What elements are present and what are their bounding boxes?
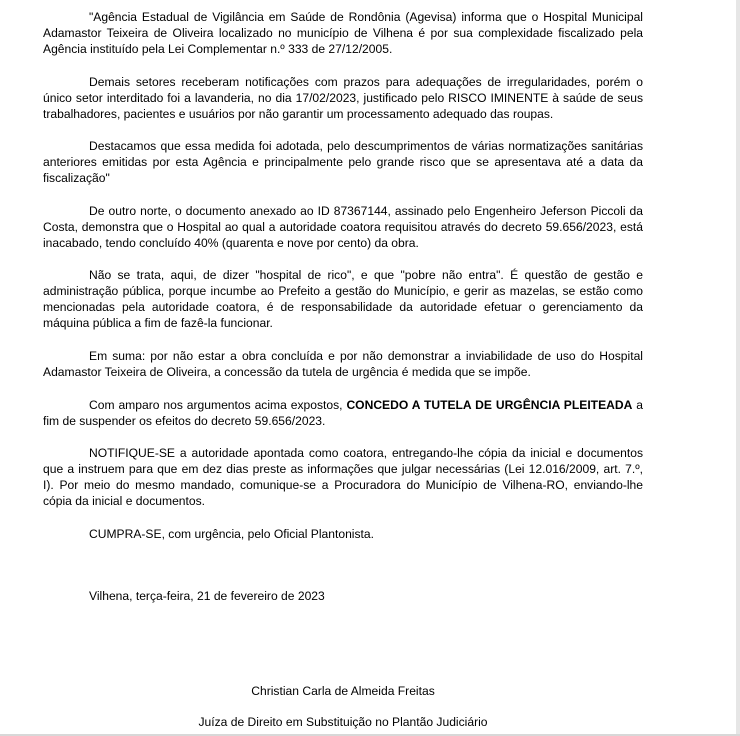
decision-text-before: Com amparo nos argumentos acima expostos, [89, 398, 347, 412]
paragraph-text: Demais setores receberam notificações com prazos para adequações de irregularidades, porém o único setor interditado foi a lavanderia, no dia 17/02/2023, justificado pelo RISCO IMINENTE à saúde de seus trabalhadores, pacientes e usuários por não garantir um processamento adequado das roupas. [43, 75, 643, 121]
decision-text-after: a fim de suspender os efeitos do decreto 59.656/2023. [43, 398, 643, 428]
signature-role: Juíza de Direito em Substituição no Plantão Judiciário [198, 715, 488, 729]
paragraph-public-management [43, 267, 643, 331]
paragraph-engineer-report [43, 203, 643, 251]
paragraph-summary [43, 348, 643, 380]
paragraph-text: Em suma: por não estar a obra concluída e por não demonstrar a inviabilidade de uso do Hospital Adamastor Teixeira de Oliveira, a concessão da tutela de urgência é medida que se impõe. [43, 349, 643, 379]
paragraph-comply [43, 526, 643, 542]
paragraph-notification [43, 445, 643, 509]
paragraph-date-place [43, 588, 643, 604]
signature-name: Christian Carla de Almeida Freitas [251, 684, 435, 698]
paragraph-text: Destacamos que essa medida foi adotada, pelo descumprimentos de várias normatizações sanitárias anteriores emitidas por esta Agência e principalmente pelo grande risco que se apresentava até a data da fiscalização" [43, 139, 643, 185]
decision-text-bold: CONCEDO A TUTELA DE URGÊNCIA PLEITEADA [346, 398, 633, 412]
paragraph-text: "Agência Estadual de Vigilância em Saúde de Rondônia (Agevisa) informa que o Hospital Municipal Adamastor Teixeira de Oliveira localizado no município de Vilhena é por sua complexidade fiscalizado pela Agência instituído pela Lei Complementar n.º 333 de 27/12/2005. [43, 10, 643, 56]
paragraph-text: De outro norte, o documento anexado ao ID 87367144, assinado pelo Engenheiro Jeferson Piccoli da Costa, demonstra que o Hospital ao qual a autoridade coatora requisitou através do decreto 59.656/2023, está inacabado, tendo concluído 40% (quarenta e nove por cento) da obra. [43, 204, 643, 250]
paragraph-text: Não se trata, aqui, de dizer "hospital de rico", e que "pobre não entra". É questão de gestão e administração pública, porque incumbe ao Prefeito a gestão do Município, e gerir as mazelas, se estão como mencionadas pela autoridade coatora, é de responsabilidade da autoridade efetuar o gerenciamento da máquina pública a fim de fazê-la funcionar. [43, 268, 643, 330]
paragraph-text: NOTIFIQUE-SE a autoridade apontada como coatora, entregando-lhe cópia da inicial e documentos que a instruem para que em dez dias preste as informações que julgar necessárias (Lei 12.016/2009, art. 7.º, I). Por meio do mesmo mandado, comunique-se a Procuradora do Município de Vilhena-RO, enviando-lhe cópia da inicial e documentos. [43, 446, 643, 508]
paragraph-sectors-notified [43, 74, 643, 122]
paragraph-decision [43, 397, 643, 429]
page-right-edge [736, 0, 740, 736]
paragraph-agevisa-quote [43, 9, 643, 57]
paragraph-text: CUMPRA-SE, com urgência, pelo Oficial Plantonista. [89, 527, 374, 541]
paragraph-text: Vilhena, terça-feira, 21 de fevereiro de 2023 [89, 589, 325, 603]
paragraph-measure-adopted [43, 138, 643, 186]
paragraph-text [43, 397, 643, 429]
